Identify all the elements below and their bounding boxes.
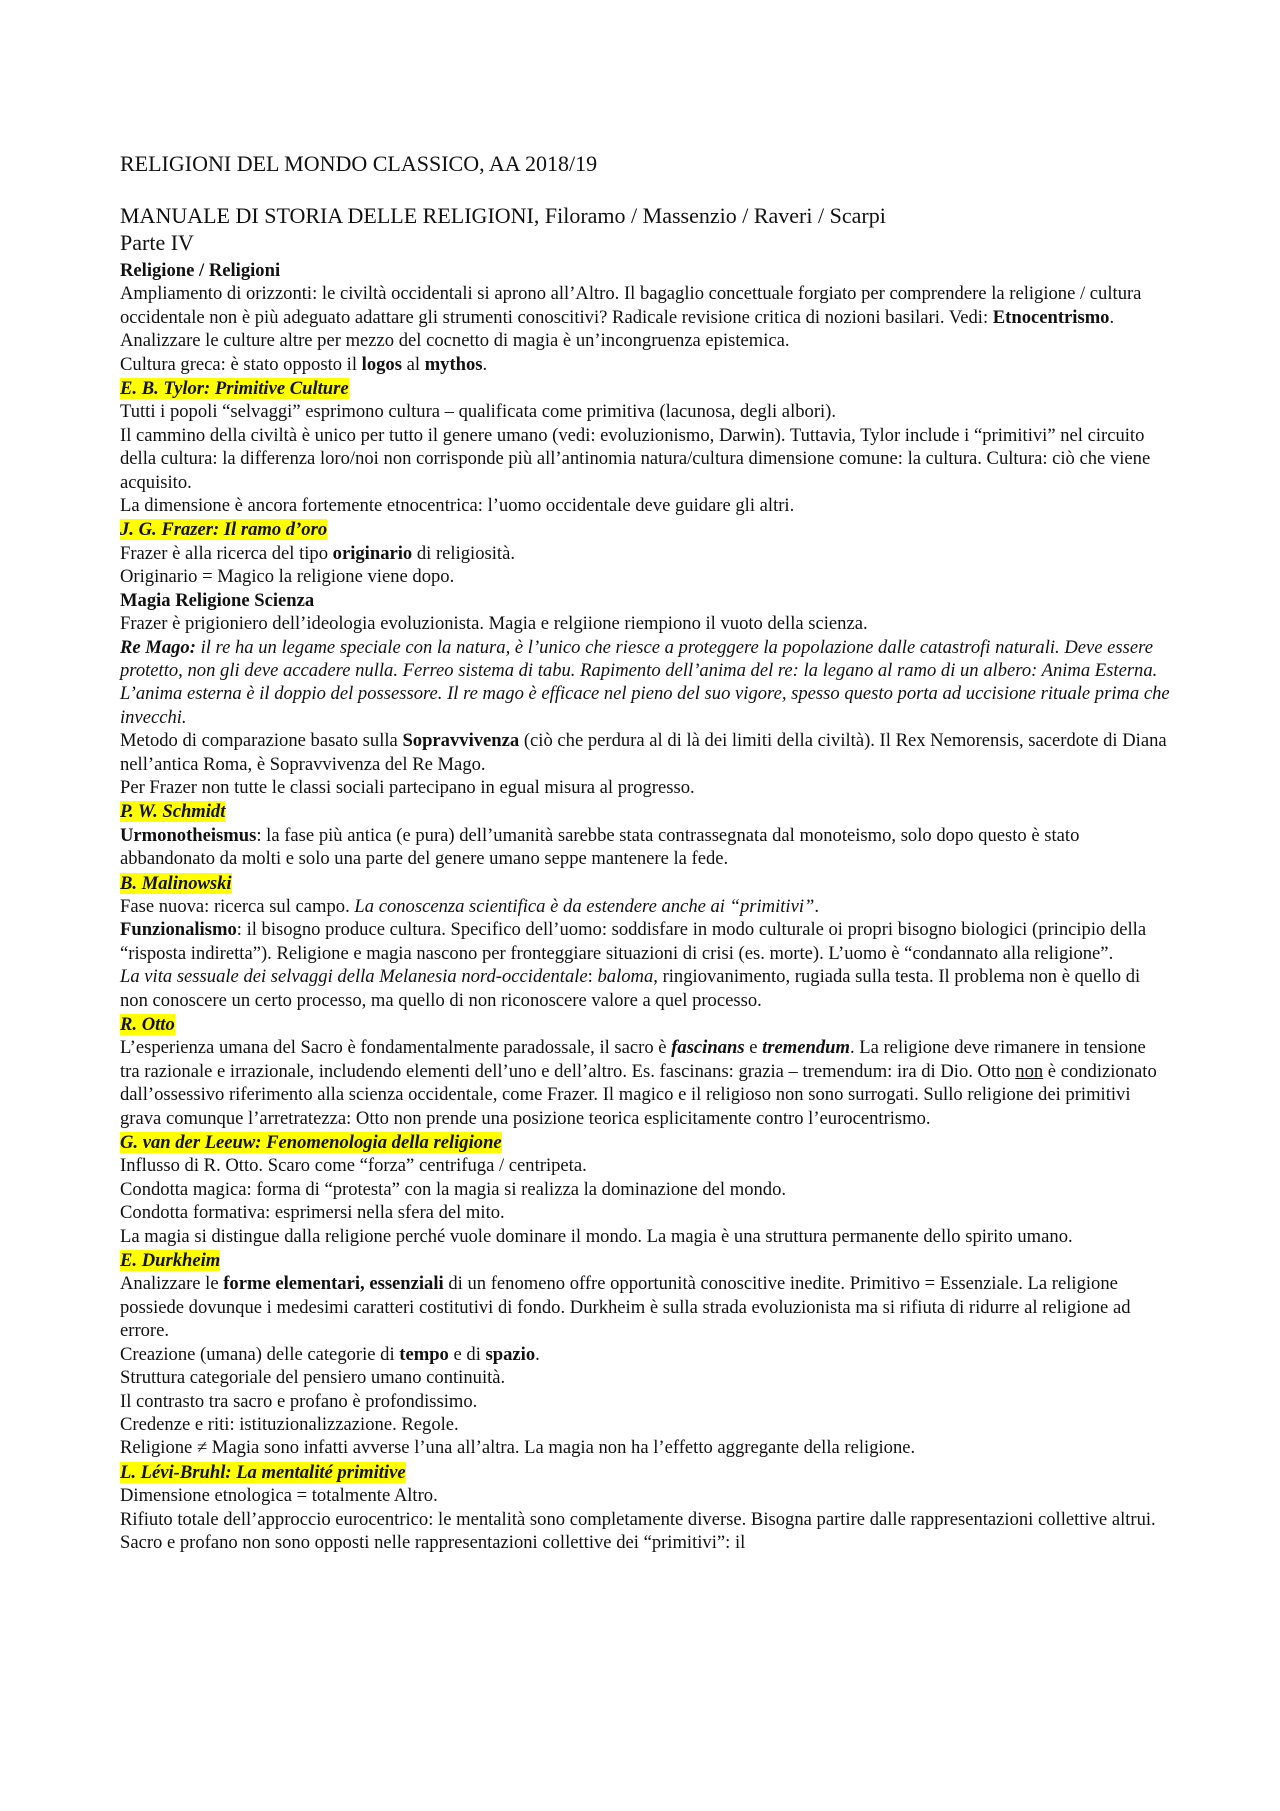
paragraph: Originario = Magico la religione viene dopo.	[120, 566, 455, 588]
paragraph: Struttura categoriale del pensiero umano continuità.	[120, 1367, 506, 1389]
paragraph: Il cammino della civiltà è unico per tutto il genere umano (vedi: evoluzionismo, Darwin). Tuttavia, Tylor include i “primitivi” nel circuito della cultura: la differenza loro/noi non corrisponde più all’antinomia natura/cultura dimensione comune: la cultura. Cultura: ciò che viene acquisito.	[120, 424, 1151, 493]
paragraph: Il contrasto tra sacro e profano è profondissimo.	[120, 1390, 478, 1412]
paragraph: Rifiuto totale dell’approccio eurocentrico: le mentalità sono completamente diverse. Bisogna partire dalle rappresentazioni collettive altrui. Sacro e profano non sono opposti nelle rappresentazioni collettive dei “primitivi”: il	[120, 1508, 1156, 1553]
section-heading-malinowski: B. Malinowski	[120, 872, 232, 894]
part-title: Parte IV	[120, 230, 194, 255]
section-heading-leeuw: G. van der Leeuw: Fenomenologia della religione	[120, 1132, 502, 1154]
paragraph: La magia si distingue dalla religione perché vuole dominare il mondo. La magia è una struttura permanente dello spirito umano.	[120, 1225, 1073, 1247]
document-page	[120, 150, 1170, 1554]
paragraph: Credenze e riti: istituzionalizzazione. Regole.	[120, 1413, 459, 1435]
paragraph: Urmonotheismus: la fase più antica (e pura) dell’umanità sarebbe stata contrassegnata dal monoteismo, solo dopo questo è stato abbandonato da molti e solo una parte del genere umano seppe mantenere la fede.	[120, 824, 1080, 870]
paragraph: Religione ≠ Magia sono infatti avverse l’una all’altra. La magia non ha l’effetto aggregante della religione.	[120, 1437, 916, 1459]
paragraph: Frazer è alla ricerca del tipo originario di religiosità.	[120, 542, 515, 564]
paragraph: Creazione (umana) delle categorie di tempo e di spazio.	[120, 1343, 540, 1365]
paragraph: Frazer è prigioniero dell’ideologia evoluzionista. Magia e relgiione riempiono il vuoto della scienza.	[120, 613, 868, 635]
subheading: Magia Religione Scienza	[120, 589, 315, 611]
section-heading-frazer: J. G. Frazer: Il ramo d’oro	[120, 519, 328, 541]
paragraph: Tutti i popoli “selvaggi” esprimono cultura – qualificata come primitiva (lacunosa, degli albori).	[120, 401, 837, 423]
paragraph: La vita sessuale dei selvaggi della Melanesia nord-occidentale: baloma, ringiovanimento, rugiada sulla testa. Il problema non è quello di non conoscere un certo processo, ma quello di non riconoscere valore a quel processo.	[120, 966, 1141, 1011]
section-heading-otto: R. Otto	[120, 1014, 175, 1035]
paragraph: Dimensione etnologica = totalmente Altro.	[120, 1485, 438, 1507]
paragraph: Fase nuova: ricerca sul campo. La conoscenza scientifica è da estendere anche ai “primitivi”.	[120, 895, 820, 917]
paragraph: Metodo di comparazione basato sulla Sopravvivenza (ciò che perdura al di là dei limiti della civiltà). Il Rex Nemorensis, sacerdote di Diana nell’antica Roma, è Sopravvivenza del Re Mago.	[120, 730, 1167, 775]
paragraph: L’esperienza umana del Sacro è fondamentalmente paradossale, il sacro è fascinans e tremendum. La religione deve rimanere in tensione tra razionale e irrazionale, includendo elementi dell’uno e dell’altro. Es. fascinans: grazia – tremendum: ira di Dio. Otto non è condizionato dall’ossessivo riferimento alla scienza occidentale, come Frazer. Il magico e il religioso non sono surrogati. Sullo religione dei primitivi grava comunque l’arretratezza: Otto non prende una posizione teorica esplicitamente contro l’eurocentrismo.	[120, 1037, 1157, 1129]
paragraph: Re Mago: il re ha un legame speciale con la natura, è l’unico che riesce a proteggere la popolazione dalle catastrofi naturali. Deve essere protetto, non gli deve accadere nulla. Ferreo sistema di tabu. Rapimento dell’anima del re: la legano al ramo di un albero: Anima Esterna. L’anima esterna è il doppio del possessore. Il re mago è efficace nel pieno del suo vigore, spesso questo porta ad uccisione rituale prima che invecchi.	[120, 636, 1170, 728]
paragraph: Ampliamento di orizzonti: le civiltà occidentali si aprono all’Altro. Il bagaglio concettuale forgiato per comprendere la religione / cultura occidentale non è più adeguato adattare gli strumenti conoscitivi? Radicale revisione critica di nozioni basilari. Vedi: Etnocentrismo. Analizzare le culture altre per mezzo del cocnetto di magia è un’incongruenza epistemica.	[120, 283, 1142, 352]
paragraph: Funzionalismo: il bisogno produce cultura. Specifico dell’uomo: soddisfare in modo culturale oi propri bisogno biologici (principio della “risposta indiretta”). Religione e magia nascono per fronteggiare situazioni di crisi (es. morte). L’uomo è “condannato alla religione”.	[120, 919, 1147, 964]
section-heading-levybruhl: L. Lévi-Bruhl: La mentalité primitive	[120, 1461, 406, 1483]
paragraph: Cultura greca: è stato opposto il logos al mythos.	[120, 353, 488, 375]
section-heading-tylor: E. B. Tylor: Primitive Culture	[120, 378, 349, 400]
section-heading-schmidt: P. W. Schmidt	[120, 801, 226, 823]
paragraph: Condotta formativa: esprimersi nella sfera del mito.	[120, 1202, 505, 1224]
paragraph: La dimensione è ancora fortemente etnocentrica: l’uomo occidentale deve guidare gli altri.	[120, 495, 795, 517]
paragraph: Analizzare le forme elementari, essenziali di un fenomeno offre opportunità conoscitive inedite. Primitivo = Essenziale. La religione possiede dovunque i medesimi caratteri costitutivi di fondo. Durkheim è sulla strada evoluzionista ma si rifiuta di ridurre al religione ad errore.	[120, 1273, 1131, 1342]
manual-title: MANUALE DI STORIA DELLE RELIGIONI, Filoramo / Massenzio / Raveri / Scarpi	[120, 203, 886, 228]
section-heading-durkheim: E. Durkheim	[120, 1250, 221, 1272]
section-heading-religione: Religione / Religioni	[120, 260, 281, 281]
course-title: RELIGIONI DEL MONDO CLASSICO, AA 2018/19	[120, 151, 598, 176]
paragraph: Per Frazer non tutte le classi sociali partecipano in egual misura al progresso.	[120, 776, 695, 798]
paragraph: Influsso di R. Otto. Scaro come “forza” centrifuga / centripeta.	[120, 1155, 587, 1177]
paragraph: Condotta magica: forma di “protesta” con la magia si realizza la dominazione del mondo.	[120, 1178, 787, 1200]
